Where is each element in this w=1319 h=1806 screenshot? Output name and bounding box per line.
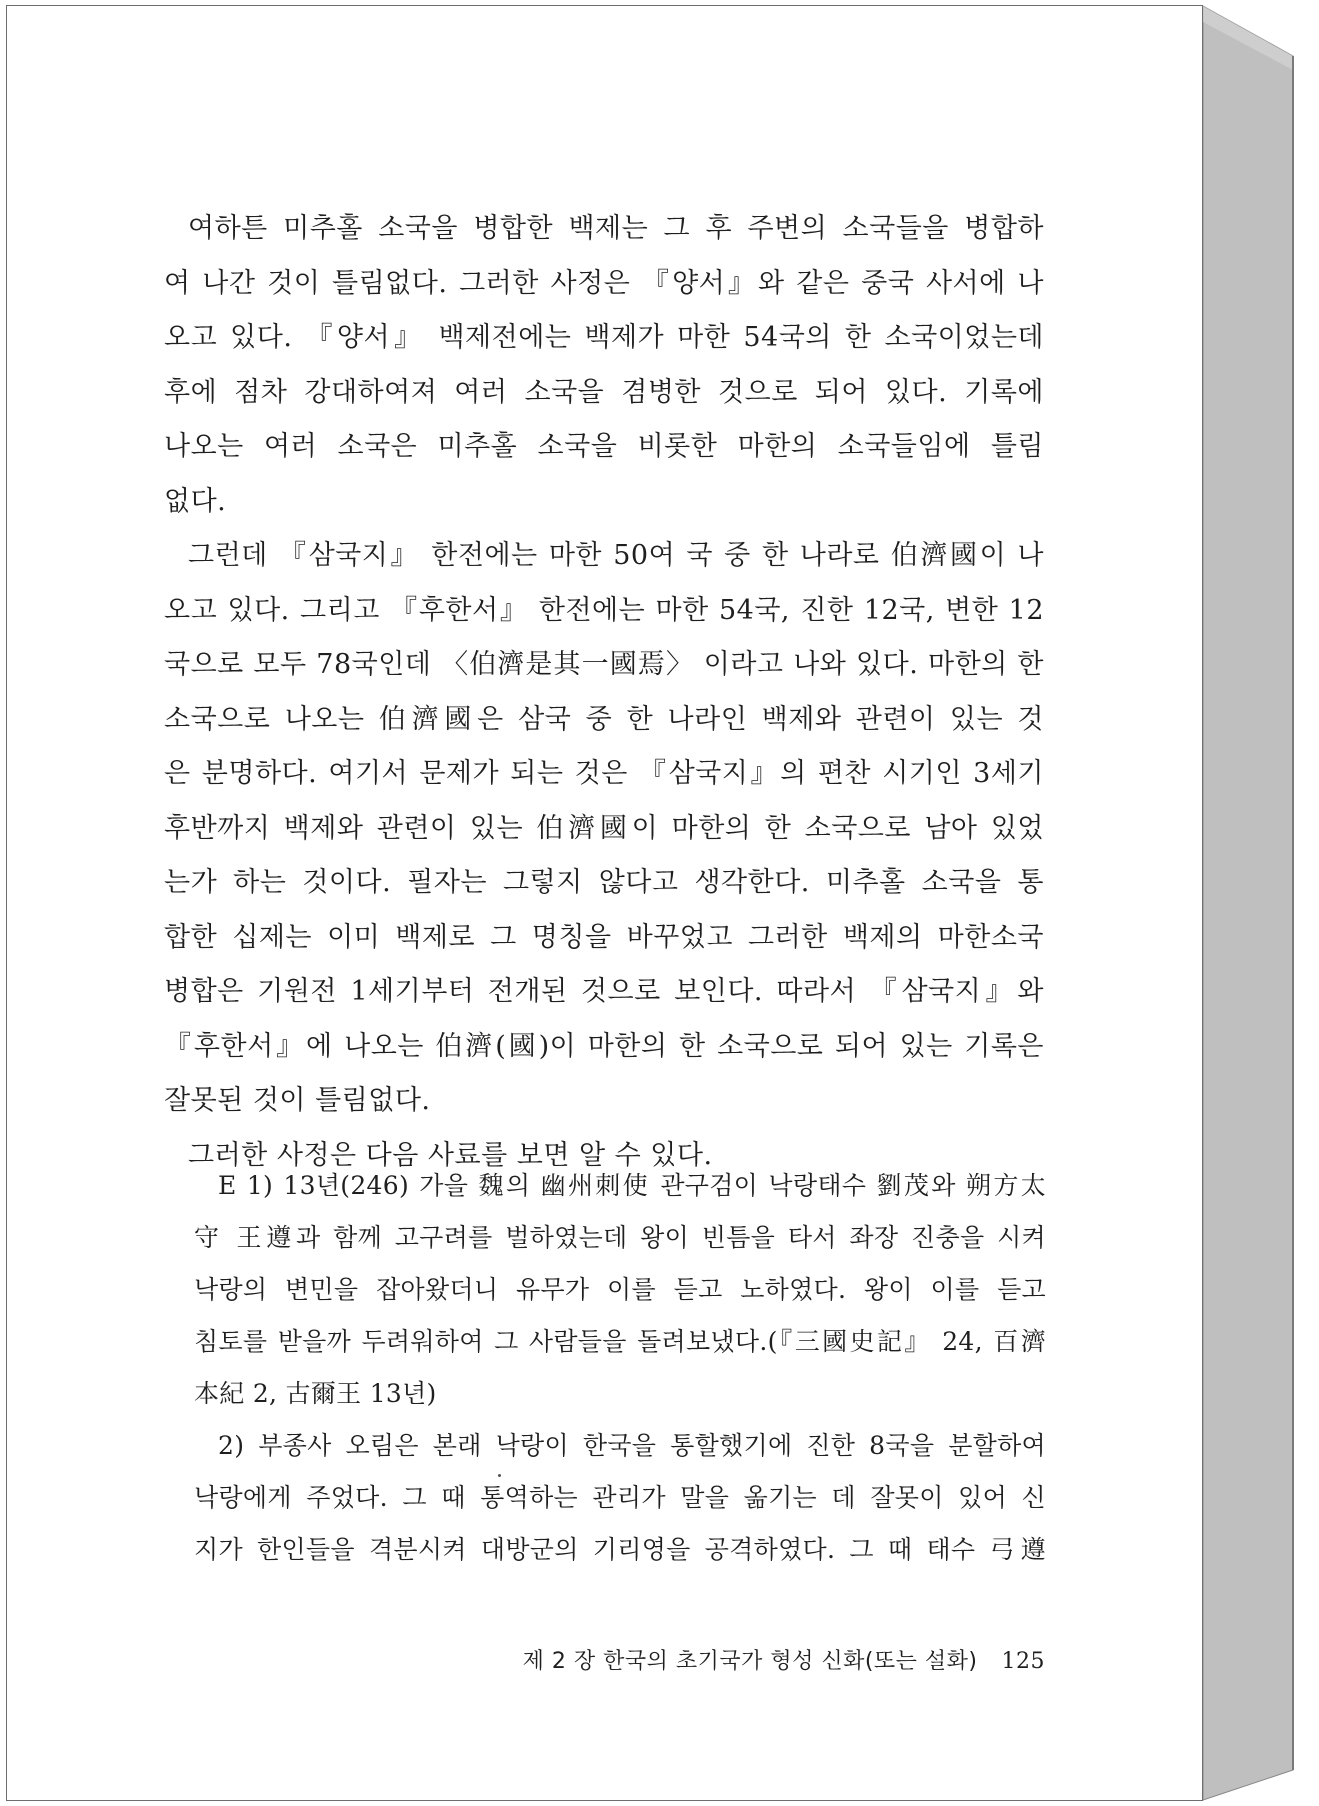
text-line: 오고 있다. 그리고 『후한서』 한전에는 마한 54국, 진한 12국, 변한 12 bbox=[164, 594, 1044, 626]
quote-line: 침토를 받을까 두려워하여 그 사람들을 돌려보냈다.(『三國史記』 24, 百濟 bbox=[194, 1327, 1046, 1356]
text-line: 은 분명하다. 여기서 문제가 되는 것은 『삼국지』의 편찬 시기인 3세기 bbox=[164, 758, 1044, 789]
text-line: 병합은 기원전 1세기부터 전개된 것으로 보인다. 따라서 『삼국지』와 bbox=[164, 976, 1044, 1007]
text-line: 는가 하는 것이다. 필자는 그렇지 않다고 생각한다. 미추홀 소국을 통 bbox=[164, 867, 1044, 898]
text-line: 후반까지 백제와 관련이 있는 伯濟國이 마한의 한 소국으로 남아 있었 bbox=[164, 812, 1044, 844]
text-line: 오고 있다. 『양서』 백제전에는 백제가 마한 54국의 한 소국이었는데 bbox=[164, 322, 1044, 353]
quote-line: 本紀 2, 古爾王 13년) bbox=[194, 1379, 437, 1408]
quote-item-1 bbox=[194, 1160, 1046, 1420]
text-line: 후에 점차 강대하여져 여러 소국을 겸병한 것으로 되어 있다. 기록에 bbox=[164, 376, 1044, 408]
body-text bbox=[164, 202, 1044, 1183]
text-line: 합한 십제는 이미 백제로 그 명칭을 바꾸었고 그러한 백제의 마한소국 bbox=[164, 921, 1044, 953]
text-line: 나오는 여러 소국은 미추홀 소국을 비롯한 마한의 소국들임에 틀림 bbox=[164, 431, 1044, 462]
source-quotation bbox=[194, 1160, 1046, 1576]
quote-line: 낙랑의 변민을 잡아왔더니 유무가 이를 듣고 노하였다. 왕이 이를 듣고 bbox=[194, 1275, 1046, 1304]
quote-line: E 1) 13년(246) 가을 魏의 幽州刺使 관구검이 낙랑태수 劉茂와 朔方太 bbox=[218, 1171, 1046, 1200]
page-footer bbox=[523, 1644, 1045, 1675]
running-title: 제 2 장 한국의 초기국가 형성 신화(또는 설화) bbox=[522, 1649, 978, 1674]
quote-item-2 bbox=[194, 1420, 1046, 1576]
text-line: 소국으로 나오는 伯濟國은 삼국 중 한 나라인 백제와 관련이 있는 것 bbox=[164, 703, 1044, 735]
quote-line: 낙랑에게 주었다. 그 때 통역하는 관리가 말을 옮기는 데 잘못이 있어 신 bbox=[194, 1483, 1046, 1512]
text-line: 여 나간 것이 틀림없다. 그러한 사정은 『양서』와 같은 중국 사서에 나 bbox=[164, 267, 1044, 299]
text-line: 없다. bbox=[164, 485, 227, 517]
paragraph-1 bbox=[164, 202, 1044, 529]
print-speck bbox=[498, 1474, 501, 1477]
text-line: 그런데 『삼국지』 한전에는 마한 50여 국 중 한 나라로 伯濟國이 나 bbox=[188, 540, 1044, 571]
text-line: 잘못된 것이 틀림없다. bbox=[164, 1085, 431, 1116]
paragraph-2 bbox=[164, 529, 1044, 1129]
text-line: 여하튼 미추홀 소국을 병합한 백제는 그 후 주변의 소국들을 병합하 bbox=[188, 213, 1044, 244]
page-number: 125 bbox=[1001, 1649, 1045, 1674]
text-line: 그러한 사정은 다음 사료를 보면 알 수 있다. bbox=[188, 1139, 713, 1171]
text-line: 『후한서』에 나오는 伯濟(國)이 마한의 한 소국으로 되어 있는 기록은 bbox=[164, 1030, 1044, 1062]
quote-line: 2) 부종사 오림은 본래 낙랑이 한국을 통할했기에 진한 8국을 분할하여 bbox=[218, 1431, 1046, 1460]
quote-line: 지가 한인들을 격분시켜 대방군의 기리영을 공격하였다. 그 때 태수 弓遵 bbox=[194, 1535, 1046, 1564]
quote-line: 守 王遵과 함께 고구려를 벌하였는데 왕이 빈틈을 타서 좌장 진충을 시켜 bbox=[194, 1223, 1046, 1252]
text-line: 국으로 모두 78국인데 〈伯濟是其一國焉〉 이라고 나와 있다. 마한의 한 bbox=[164, 649, 1044, 680]
